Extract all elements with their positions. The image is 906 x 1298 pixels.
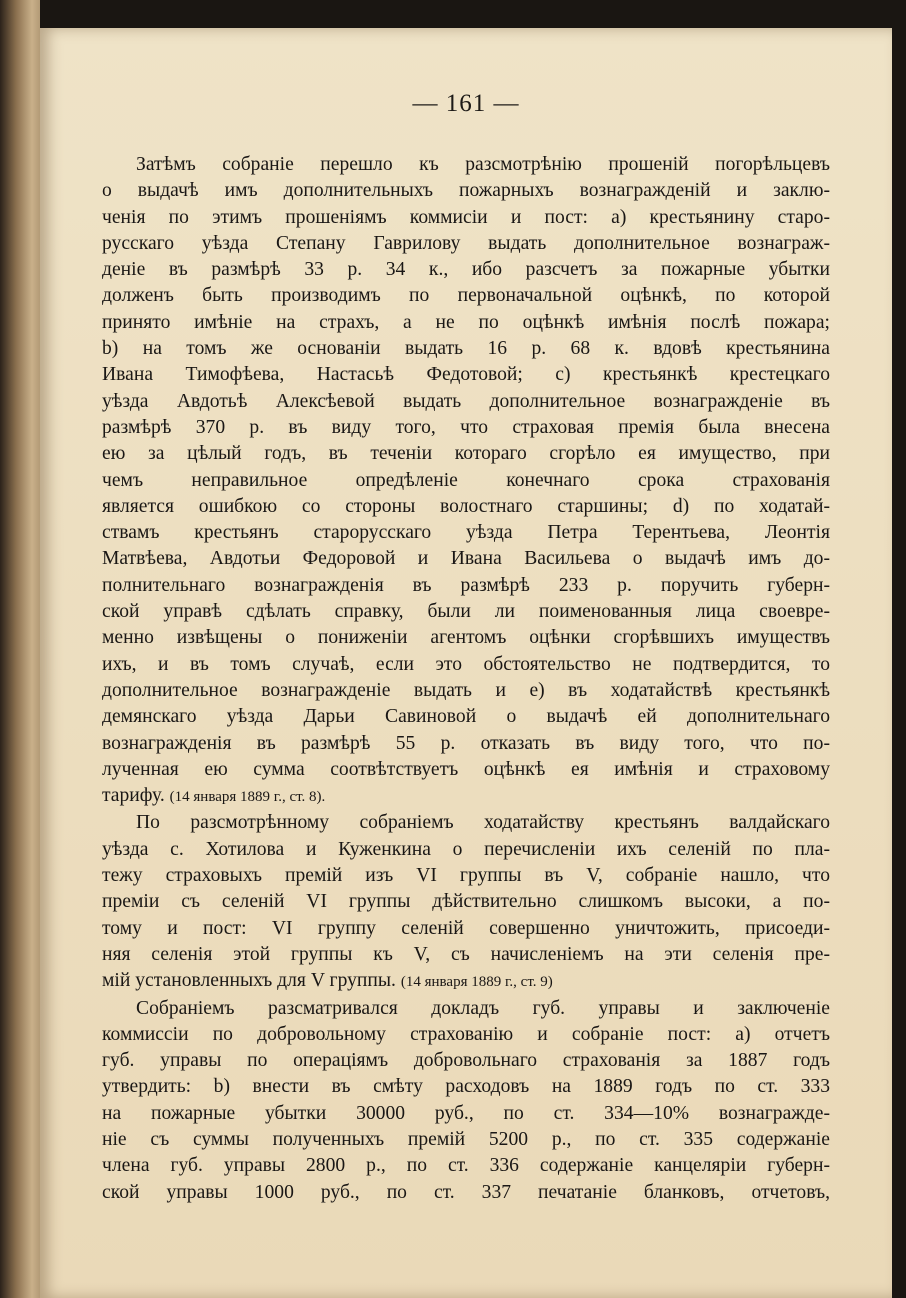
text-line xyxy=(102,310,830,336)
text-body xyxy=(102,152,830,1206)
text-line xyxy=(102,494,830,520)
line-text: ею за цѣлый годъ, въ теченіи котораго сгорѣло ея имущество, при xyxy=(102,443,830,465)
line-text: утвердить: b) внести въ смѣту расходовъ на 1889 годъ по ст. 333 xyxy=(102,1076,830,1098)
line-text: коммиссіи по добровольному страхованію и собраніе пост: а) отчетъ xyxy=(102,1023,830,1045)
text-line xyxy=(102,625,830,651)
line-text: уѣзда с. Хотилова и Куженкина о перечисленіи ихъ селеній по пла- xyxy=(102,838,830,860)
text-line xyxy=(102,968,830,995)
text-line xyxy=(102,573,830,599)
text-line xyxy=(102,1180,830,1206)
text-line xyxy=(102,731,830,757)
text-line xyxy=(102,152,830,178)
text-line xyxy=(102,652,830,678)
text-line xyxy=(102,599,830,625)
line-text: русскаго уѣзда Степану Гаврилову выдать дополнительное вознаграж- xyxy=(102,232,830,254)
line-text: ствамъ крестьянъ старорусскаго уѣзда Петра Терентьева, Леонтія xyxy=(102,522,830,544)
line-text: мій установленныхъ для V группы. xyxy=(102,970,396,992)
text-line xyxy=(102,520,830,546)
text-line xyxy=(102,1048,830,1074)
book-page xyxy=(40,28,892,1298)
text-line xyxy=(102,415,830,441)
line-text: няя селенія этой группы къ V, съ начисленіемъ на эти селенія пре- xyxy=(102,943,830,965)
line-text: тому и пост: VI группу селеній совершенно уничтожить, присоеди- xyxy=(102,917,830,939)
text-line xyxy=(102,1101,830,1127)
line-text: члена губ. управы 2800 р., по ст. 336 содержаніе канцеляріи губерн- xyxy=(102,1155,830,1177)
line-text: на пожарные убытки 30000 руб., по ст. 334—10% вознагражде- xyxy=(102,1102,830,1124)
line-text: b) на томъ же основаніи выдать 16 р. 68 к. вдовѣ крестьянина xyxy=(102,338,830,360)
text-line xyxy=(102,837,830,863)
line-text: деніе въ размѣрѣ 33 р. 34 к., ибо разсчетъ за пожарные убытки xyxy=(102,259,830,281)
session-reference: (14 января 1889 г., ст. 8). xyxy=(169,789,326,806)
session-reference: (14 января 1889 г., ст. 9) xyxy=(400,974,553,991)
line-text: ской управы 1000 руб., по ст. 337 печатаніе бланковъ, отчетовъ, xyxy=(102,1181,830,1203)
line-text: принято имѣніе на страхъ, а не по оцѣнкѣ имѣнія послѣ пожара; xyxy=(102,311,830,333)
text-line xyxy=(102,996,830,1022)
text-line xyxy=(102,231,830,257)
text-line xyxy=(102,1127,830,1153)
text-line xyxy=(102,942,830,968)
book-spine xyxy=(0,0,40,1298)
text-line xyxy=(102,916,830,942)
text-line xyxy=(102,1022,830,1048)
line-text: менно извѣщены о пониженіи агентомъ оцѣнки сгорѣвшихъ имуществъ xyxy=(102,627,830,649)
text-line xyxy=(102,757,830,783)
line-text: ской управѣ сдѣлать справку, были ли поименованныя лица своевре- xyxy=(102,601,830,623)
text-line xyxy=(102,441,830,467)
line-text: вознагражденія въ размѣрѣ 55 р. отказать въ виду того, что по- xyxy=(102,732,830,754)
line-text: Собраніемъ разсматривался докладъ губ. управы и заключеніе xyxy=(136,997,830,1019)
line-text: Матвѣева, Авдотьи Федоровой и Ивана Васильева о выдачѣ имъ до- xyxy=(102,548,830,570)
line-text: ихъ, и въ томъ случаѣ, если это обстоятельство не подтвердится, то xyxy=(102,653,830,675)
page-number: — 161 — xyxy=(412,90,520,117)
text-line xyxy=(102,178,830,204)
text-line xyxy=(102,205,830,231)
line-text: Ивана Тимофѣева, Настасьѣ Федотовой; с) крестьянкѣ крестецкаго xyxy=(102,364,830,386)
text-line xyxy=(102,362,830,388)
line-text: По разсмотрѣнному собраніемъ ходатайству крестьянъ валдайскаго xyxy=(136,812,830,834)
text-line xyxy=(102,1153,830,1179)
text-line xyxy=(102,863,830,889)
text-line xyxy=(102,257,830,283)
line-text: ченія по этимъ прошеніямъ коммисіи и пост: а) крестьянину старо- xyxy=(102,206,830,228)
line-text: чемъ неправильное опредѣленіе конечнаго срока страхованія xyxy=(102,469,830,491)
text-line xyxy=(102,389,830,415)
text-line xyxy=(102,678,830,704)
line-text: губ. управы по операціямъ добровольнаго страхованія за 1887 годъ xyxy=(102,1050,830,1072)
line-text: уѣзда Авдотьѣ Алексѣевой выдать дополнительное вознагражденіе въ xyxy=(102,390,830,412)
text-line xyxy=(102,704,830,730)
line-text: демянскаго уѣзда Дарьи Савиновой о выдачѣ ей дополнительнаго xyxy=(102,706,830,728)
line-text: Затѣмъ собраніе перешло къ разсмотрѣнію прошеній погорѣльцевъ xyxy=(136,154,830,175)
line-text: тарифу. xyxy=(102,785,165,807)
text-line xyxy=(102,810,830,836)
line-text: долженъ быть производимъ по первоначальной оцѣнкѣ, по которой xyxy=(102,285,830,307)
line-text: полнительнаго вознагражденія въ размѣрѣ 233 р. поручить губерн- xyxy=(102,574,830,596)
text-line xyxy=(102,1074,830,1100)
line-text: дополнительное вознагражденіе выдать и е) въ ходатайствѣ крестьянкѣ xyxy=(102,679,830,701)
text-line xyxy=(102,546,830,572)
line-text: о выдачѣ имъ дополнительныхъ пожарныхъ вознагражденій и заклю- xyxy=(102,180,830,202)
line-text: лученная ею сумма соотвѣтствуетъ оцѣнкѣ ея имѣнія и страховому xyxy=(102,758,830,780)
line-text: преміи съ селеній VI группы дѣйствительно слишкомъ высоки, а по- xyxy=(102,891,830,913)
text-line xyxy=(102,336,830,362)
line-text: является ошибкою со стороны волостнаго старшины; d) по ходатай- xyxy=(102,495,830,517)
line-text: тежу страховыхъ премій изъ VI группы въ V, собраніе нашло, что xyxy=(102,865,830,887)
text-line xyxy=(102,468,830,494)
text-line xyxy=(102,889,830,915)
line-text: размѣрѣ 370 р. въ виду того, что страховая премія была внесена xyxy=(102,416,830,438)
line-text: ніе съ суммы полученныхъ премій 5200 р., по ст. 335 содержаніе xyxy=(102,1128,830,1150)
text-line xyxy=(102,783,830,810)
text-line xyxy=(102,283,830,309)
